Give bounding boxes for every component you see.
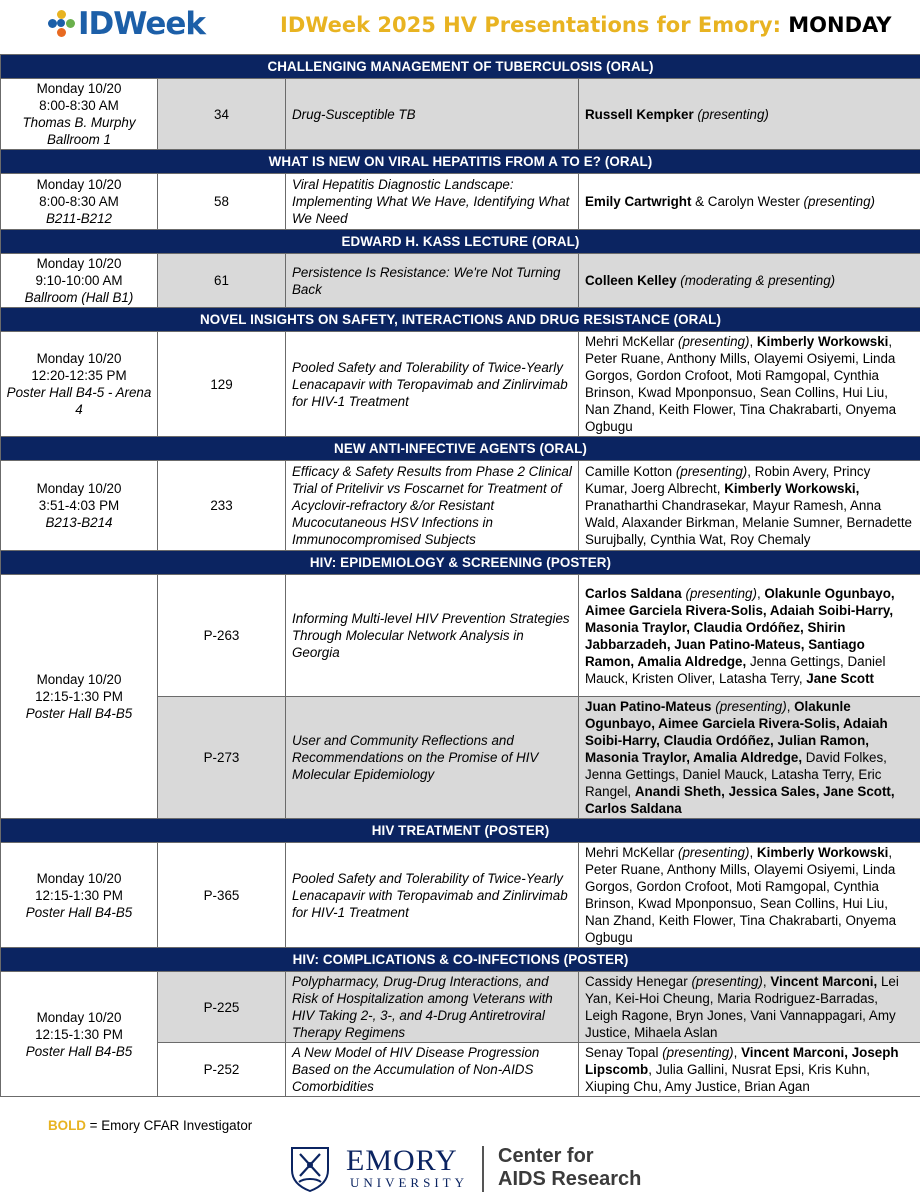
page-header	[0, 0, 920, 54]
author-names: Pranatharthi Chandrasekar, Mayur Ramesh, Anna Wald, Alaxander Birkman, Melanie Sumner, Bernadette Surujbally, Cynthia Wat, Roy Chemaly	[585, 498, 912, 547]
session-location: Poster Hall B4-B5	[25, 1043, 133, 1059]
session-row	[1, 461, 920, 551]
author-names: Jenna Gettings, Daniel Mauck, Kristen Oliver, Latasha Terry,	[585, 653, 886, 686]
cfar-investigator-name: Colleen Kelley	[585, 273, 677, 288]
idweek-logo	[48, 4, 205, 44]
section-title: HIV TREATMENT (POSTER)	[1, 819, 920, 843]
author-names: Cassidy Henegar	[585, 974, 692, 989]
author-names: Senay Topal	[585, 1045, 663, 1060]
legend	[48, 1118, 252, 1133]
session-time: 12:15-1:30 PM	[35, 1026, 123, 1042]
section-header-row	[1, 437, 920, 461]
section-header-row	[1, 150, 920, 174]
author-names: Mehri McKellar	[585, 334, 679, 349]
cfar-investigator-name: Juan Patino-Mateus	[585, 699, 712, 714]
author-names: ,	[733, 1045, 742, 1060]
author-list	[579, 254, 920, 308]
page-title-main: IDWeek 2025 HV Presentations for Emory:	[280, 13, 781, 37]
author-list	[579, 972, 920, 1043]
session-when	[1, 972, 158, 1097]
author-names: ,	[786, 699, 795, 714]
page-title-day: MONDAY	[788, 13, 892, 37]
session-when	[1, 79, 158, 150]
idweek-logo-mark-icon	[48, 10, 76, 38]
session-row	[1, 174, 920, 230]
abstract-number: P-273	[158, 697, 286, 819]
cfar-line-2: AIDS Research	[498, 1168, 642, 1190]
cfar-investigator-name: Kimberly Workowski,	[724, 481, 860, 496]
logo-divider	[482, 1146, 484, 1192]
presentation-title: Persistence Is Resistance: We're Not Turning Back	[286, 254, 579, 308]
section-title: HIV: COMPLICATIONS & CO-INFECTIONS (POSTER)	[1, 948, 920, 972]
author-names: , Peter Ruane, Anthony Mills, Olayemi Osiyemi, Linda Gorgos, Gordon Crofoot, Moti Ramgopal, Cynthia Brinson, Kwad Mponponsuo, Sean Collins, Hui Liu, Nan Zhand, Keith Flower, Tina Chakrabarti, Onyema Ogbugu	[585, 845, 897, 945]
session-date: Monday 10/20	[36, 481, 122, 496]
section-header-row	[1, 948, 920, 972]
presentation-title: Pooled Safety and Tolerability of Twice-Yearly Lenacapavir with Teropavimab and Zinlirvimab for HIV-1 Treatment	[286, 332, 579, 437]
author-role: (presenting)	[691, 974, 763, 989]
abstract-number: 58	[158, 174, 286, 230]
session-row	[1, 254, 920, 308]
abstract-number: 34	[158, 79, 286, 150]
abstract-number: P-225	[158, 972, 286, 1043]
author-role: (presenting)	[685, 585, 757, 601]
author-names: Lei Yan, Kei-Hoi Cheung, Maria Rodriguez-Barradas, Leigh Ragone, Bryn Jones, Vani Vannappagari, Amy Justice, Mihaela Aslan	[585, 974, 899, 1040]
cfar-investigator-name: Olakunle Ogunbayo, Aimee Garciela Rivera-Solis, Adaiah Soibi-Harry, Claudia Ordóñez, Julian Ramon, Masonia Traylor, Amalia Aldredge,	[585, 699, 888, 765]
session-when	[1, 461, 158, 551]
author-names: & Carolyn Wester	[691, 194, 804, 209]
session-time: 12:15-1:30 PM	[35, 887, 123, 903]
session-date: Monday 10/20	[36, 81, 122, 96]
section-title: EDWARD H. KASS LECTURE (ORAL)	[1, 230, 920, 254]
cfar-investigator-name: Kimberly Workowski	[756, 845, 889, 860]
session-location: Thomas B. Murphy Ballroom 1	[22, 115, 136, 147]
cfar-investigator-name: Olakunle Ogunbayo, Aimee Garciela Rivera-Solis, Adaiah Soibi-Harry, Masonia Traylor, Claudia Ordóñez, Shirin Jabbarzadeh, Juan Patino-Mateus, Santiago Ramon, Amalia Aldredge,	[585, 585, 895, 669]
session-row	[1, 332, 920, 437]
author-names: Camille Kotton	[585, 464, 676, 479]
author-role: (presenting)	[697, 106, 769, 122]
author-names: David Folkes, Jenna Gettings, Daniel Mauck, Latasha Terry, Eric Rangel,	[585, 750, 887, 799]
author-role: (presenting)	[715, 699, 787, 714]
session-location: B213-B214	[45, 515, 113, 530]
session-row	[1, 79, 920, 150]
presentation-title: A New Model of HIV Disease Progression Based on the Accumulation of Non-AIDS Comorbidities	[286, 1043, 579, 1097]
session-time: 9:10-10:00 AM	[35, 273, 123, 288]
session-date: Monday 10/20	[36, 672, 122, 687]
author-names: ,	[749, 845, 757, 860]
session-when	[1, 254, 158, 308]
session-location: Poster Hall B4-B5	[25, 904, 133, 920]
section-title: NOVEL INSIGHTS ON SAFETY, INTERACTIONS AND DRUG RESISTANCE (ORAL)	[1, 308, 920, 332]
author-names: ,	[762, 974, 771, 989]
author-list	[579, 461, 920, 551]
emory-shield-icon	[290, 1146, 330, 1192]
author-list	[579, 1043, 920, 1097]
author-list	[579, 575, 920, 697]
author-names: , Robin Avery, Princy Kumar, Joerg Albrecht,	[585, 464, 871, 496]
author-names: , Peter Ruane, Anthony Mills, Olayemi Osiyemi, Linda Gorgos, Gordon Crofoot, Moti Ramgopal, Cynthia Brinson, Kwad Mponponsuo, Sean Collins, Hui Liu, Nan Zhand, Keith Flower, Tina Chakrabarti, Onyema Ogbugu	[585, 334, 897, 434]
university-wordmark: UNIVERSITY	[350, 1175, 468, 1190]
section-title: WHAT IS NEW ON VIRAL HEPATITIS FROM A TO E? (ORAL)	[1, 150, 920, 174]
legend-keyword: BOLD	[48, 1118, 86, 1133]
cfar-investigator-name: Anandi Sheth, Jessica Sales, Jane Scott, Carlos Saldana	[585, 784, 895, 816]
session-row	[1, 575, 920, 697]
session-location: Ballroom (Hall B1)	[24, 290, 134, 305]
session-date: Monday 10/20	[36, 870, 122, 886]
session-row	[1, 843, 920, 948]
section-header-row	[1, 819, 920, 843]
session-row	[1, 972, 920, 1043]
session-time: 12:20-12:35 PM	[31, 368, 127, 383]
author-role: (presenting)	[675, 464, 748, 479]
emory-wordmark: EMORY	[346, 1144, 458, 1177]
cfar-line-1: Center for	[498, 1145, 594, 1167]
schedule-table	[0, 54, 920, 1097]
author-names: ,	[749, 334, 757, 349]
session-date: Monday 10/20	[36, 177, 122, 192]
author-list	[579, 174, 920, 230]
section-header-row	[1, 308, 920, 332]
session-when	[1, 174, 158, 230]
session-date: Monday 10/20	[36, 351, 122, 366]
section-header-row	[1, 55, 920, 79]
page-title	[280, 13, 892, 37]
author-names: Mehri McKellar	[585, 845, 679, 860]
author-names: , Julia Gallini, Nusrat Epsi, Kris Kuhn, Xiuping Chu, Amy Justice, Brian Agan	[585, 1062, 871, 1094]
cfar-investigator-name: Vincent Marconi,	[770, 974, 878, 989]
session-when	[1, 575, 158, 819]
cfar-investigator-name: Russell Kempker	[585, 106, 694, 122]
session-location: B211-B212	[45, 211, 112, 226]
presentation-title: Pooled Safety and Tolerability of Twice-Yearly Lenacapavir with Teropavimab and Zinlirvimab for HIV-1 Treatment	[286, 843, 579, 948]
emory-cfar-logo	[286, 1142, 646, 1196]
abstract-number: 61	[158, 254, 286, 308]
session-time: 12:15-1:30 PM	[35, 689, 123, 704]
presentation-title: Efficacy & Safety Results from Phase 2 Clinical Trial of Pritelivir vs Foscarnet for Treatment of Acyclovir-refractory &/or Resistant Mucocutaneous HSV Infections in Immunocompromised Subjects	[286, 461, 579, 551]
session-when	[1, 843, 158, 948]
author-list	[579, 697, 920, 819]
author-role: (presenting)	[678, 845, 750, 860]
cfar-investigator-name: Jane Scott	[806, 670, 874, 686]
session-location: Poster Hall B4-5 - Arena 4	[6, 385, 152, 417]
presentation-title: Drug-Susceptible TB	[286, 79, 579, 150]
author-role: (presenting)	[803, 194, 875, 209]
section-title: HIV: EPIDEMIOLOGY & SCREENING (POSTER)	[1, 551, 920, 575]
session-date: Monday 10/20	[36, 1009, 122, 1025]
section-header-row	[1, 551, 920, 575]
author-role: (moderating & presenting)	[680, 273, 836, 288]
cfar-investigator-name: Carlos Saldana	[585, 585, 682, 601]
author-names: ,	[756, 585, 765, 601]
session-time: 8:00-8:30 AM	[39, 194, 119, 209]
presentation-title: User and Community Reflections and Recommendations on the Promise of HIV Molecular Epidemiology	[286, 697, 579, 819]
cfar-investigator-name: Vincent Marconi, Joseph Lipscomb	[585, 1045, 899, 1077]
abstract-number: 129	[158, 332, 286, 437]
author-list	[579, 332, 920, 437]
author-role: (presenting)	[678, 334, 750, 349]
cfar-investigator-name: Kimberly Workowski	[756, 334, 889, 349]
cfar-wordmark	[498, 1145, 641, 1191]
cfar-investigator-name: Emily Cartwright	[585, 194, 692, 209]
abstract-number: P-263	[158, 575, 286, 697]
author-list	[579, 79, 920, 150]
abstract-number: P-252	[158, 1043, 286, 1097]
idweek-logo-text: IDWeek	[78, 6, 206, 42]
session-when	[1, 332, 158, 437]
session-time: 3:51-4:03 PM	[38, 498, 120, 513]
section-title: CHALLENGING MANAGEMENT OF TUBERCULOSIS (ORAL)	[1, 55, 920, 79]
section-header-row	[1, 230, 920, 254]
presentation-title: Informing Multi-level HIV Prevention Strategies Through Molecular Network Analysis in Georgia	[286, 575, 579, 697]
abstract-number: 233	[158, 461, 286, 551]
author-role: (presenting)	[662, 1045, 734, 1060]
author-list	[579, 843, 920, 948]
session-date: Monday 10/20	[36, 256, 122, 271]
section-title: NEW ANTI-INFECTIVE AGENTS (ORAL)	[1, 437, 920, 461]
legend-text: = Emory CFAR Investigator	[85, 1118, 253, 1133]
session-time: 8:00-8:30 AM	[39, 98, 119, 113]
presentation-title: Polypharmacy, Drug-Drug Interactions, and Risk of Hospitalization among Veterans with HIV Taking 2-, 3-, and 4-Drug Antiretroviral Therapy Regimens	[286, 972, 579, 1043]
presentation-title: Viral Hepatitis Diagnostic Landscape: Implementing What We Have, Identifying What We Need	[286, 174, 579, 230]
abstract-number: P-365	[158, 843, 286, 948]
session-location: Poster Hall B4-B5	[25, 706, 133, 721]
